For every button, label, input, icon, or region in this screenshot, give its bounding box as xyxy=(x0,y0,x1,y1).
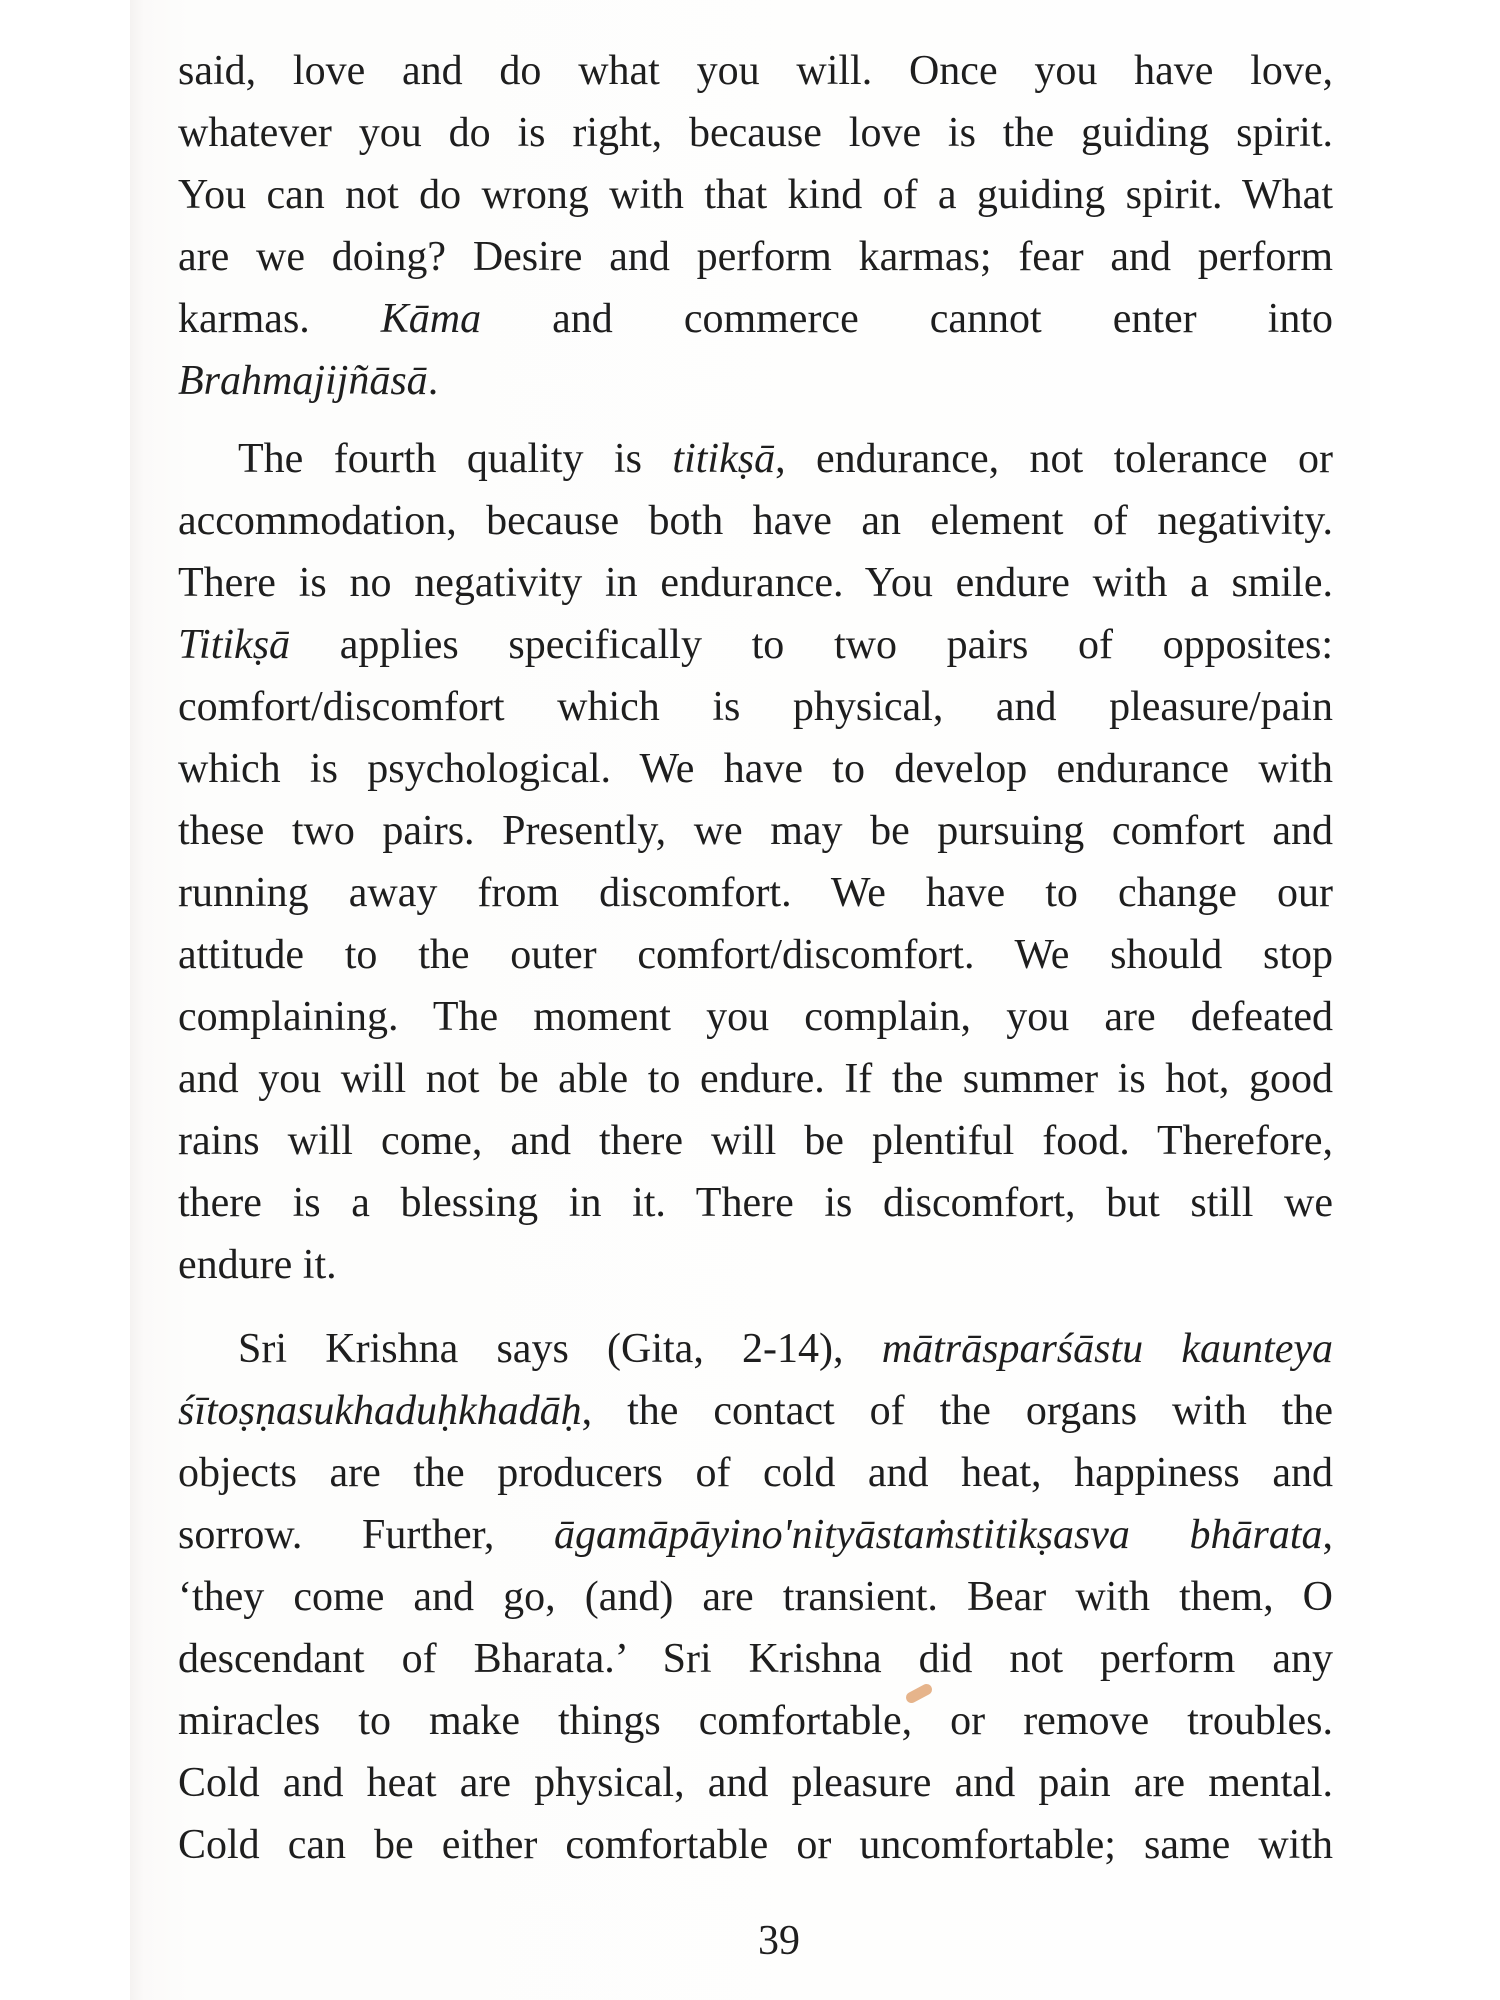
text-segment: endure it. xyxy=(178,1242,337,1288)
text-line xyxy=(178,40,1333,102)
italic-term: Brahmajijñāsā xyxy=(178,358,428,404)
text-line xyxy=(178,924,1333,986)
text-line xyxy=(178,1234,1333,1296)
text-line xyxy=(178,1504,1333,1566)
text-segment: The fourth quality is xyxy=(238,436,673,482)
text-segment: accommodation, because both have an element of negativity. xyxy=(178,498,1333,544)
text-segment: ‘they come and go, (and) are transient. Bear with them, O xyxy=(178,1574,1333,1620)
text-segment: Cold and heat are physical, and pleasure and pain are mental. xyxy=(178,1760,1333,1806)
text-segment: , endurance, not tolerance or xyxy=(775,436,1333,482)
text-line xyxy=(178,164,1333,226)
text-segment: , xyxy=(1322,1512,1333,1558)
text-segment: and commerce cannot enter into xyxy=(481,296,1333,342)
page-number: 39 xyxy=(758,1918,800,1964)
text-line xyxy=(178,1048,1333,1110)
text-segment: these two pairs. Presently, we may be pursuing comfort and xyxy=(178,808,1333,854)
italic-term: āgamāpāyino'nityāstaṁstitikṣasva bhārata xyxy=(553,1512,1323,1558)
text-line xyxy=(178,862,1333,924)
text-segment: , the contact of the organs with the xyxy=(581,1388,1333,1434)
text-line xyxy=(178,676,1333,738)
text-segment: objects are the producers of cold and heat, happiness and xyxy=(178,1450,1333,1496)
text-line xyxy=(178,1380,1333,1442)
text-line xyxy=(178,490,1333,552)
text-line xyxy=(178,1110,1333,1172)
text-line xyxy=(178,1690,1333,1752)
text-line xyxy=(178,552,1333,614)
text-segment: complaining. The moment you complain, you are defeated xyxy=(178,994,1333,1040)
text-line xyxy=(178,1442,1333,1504)
text-line xyxy=(178,1566,1333,1628)
text-segment: said, love and do what you will. Once you have love, xyxy=(178,48,1333,94)
text-line xyxy=(178,986,1333,1048)
text-segment: Sri Krishna says (Gita, 2-14), xyxy=(238,1326,882,1372)
text-segment: and you will not be able to endure. If the summer is hot, good xyxy=(178,1056,1333,1102)
text-segment: Cold can be either comfortable or uncomfortable; same with xyxy=(178,1822,1333,1868)
text-segment: which is psychological. We have to develop endurance with xyxy=(178,746,1333,792)
text-line xyxy=(178,738,1333,800)
text-line xyxy=(178,800,1333,862)
text-segment: are we doing? Desire and perform karmas; fear and perform xyxy=(178,234,1333,280)
text-segment: descendant of Bharata.’ Sri Krishna did not perform any xyxy=(178,1636,1333,1682)
text-line xyxy=(178,1752,1333,1814)
text-line xyxy=(178,288,1333,350)
text-line xyxy=(178,1172,1333,1234)
text-line xyxy=(178,428,1333,490)
text-segment: comfort/discomfort which is physical, and pleasure/pain xyxy=(178,684,1333,730)
text-segment: applies specifically to two pairs of opposites: xyxy=(290,622,1333,668)
text-line xyxy=(178,102,1333,164)
text-line xyxy=(178,1318,1333,1380)
text-segment: attitude to the outer comfort/discomfort. We should stop xyxy=(178,932,1333,978)
italic-term: mātrāsparśāstu kaunteya xyxy=(881,1326,1333,1372)
text-segment: . xyxy=(427,358,439,404)
text-segment: miracles to make things comfortable, or remove troubles. xyxy=(178,1698,1333,1744)
italic-term: Titikṣā xyxy=(178,622,291,668)
text-segment: rains will come, and there will be plentiful food. Therefore, xyxy=(178,1118,1333,1164)
text-segment: there is a blessing in it. There is discomfort, but still we xyxy=(178,1180,1333,1226)
text-line xyxy=(178,226,1333,288)
text-line xyxy=(178,1628,1333,1690)
italic-term: Kāma xyxy=(380,296,482,342)
text-line xyxy=(178,350,1333,412)
text-segment: sorrow. Further, xyxy=(178,1512,554,1558)
text-line xyxy=(178,614,1333,676)
italic-term: śītoṣṇasukhaduḥkhadāḥ xyxy=(178,1388,582,1434)
text-segment: running away from discomfort. We have to change our xyxy=(178,870,1333,916)
text-segment: You can not do wrong with that kind of a guiding spirit. What xyxy=(178,172,1333,218)
text-line xyxy=(178,1814,1333,1876)
italic-term: titikṣā xyxy=(672,436,776,482)
text-segment: karmas. xyxy=(178,296,381,342)
text-segment: whatever you do is right, because love is the guiding spirit. xyxy=(178,110,1333,156)
text-segment: There is no negativity in endurance. You endure with a smile. xyxy=(178,560,1333,606)
